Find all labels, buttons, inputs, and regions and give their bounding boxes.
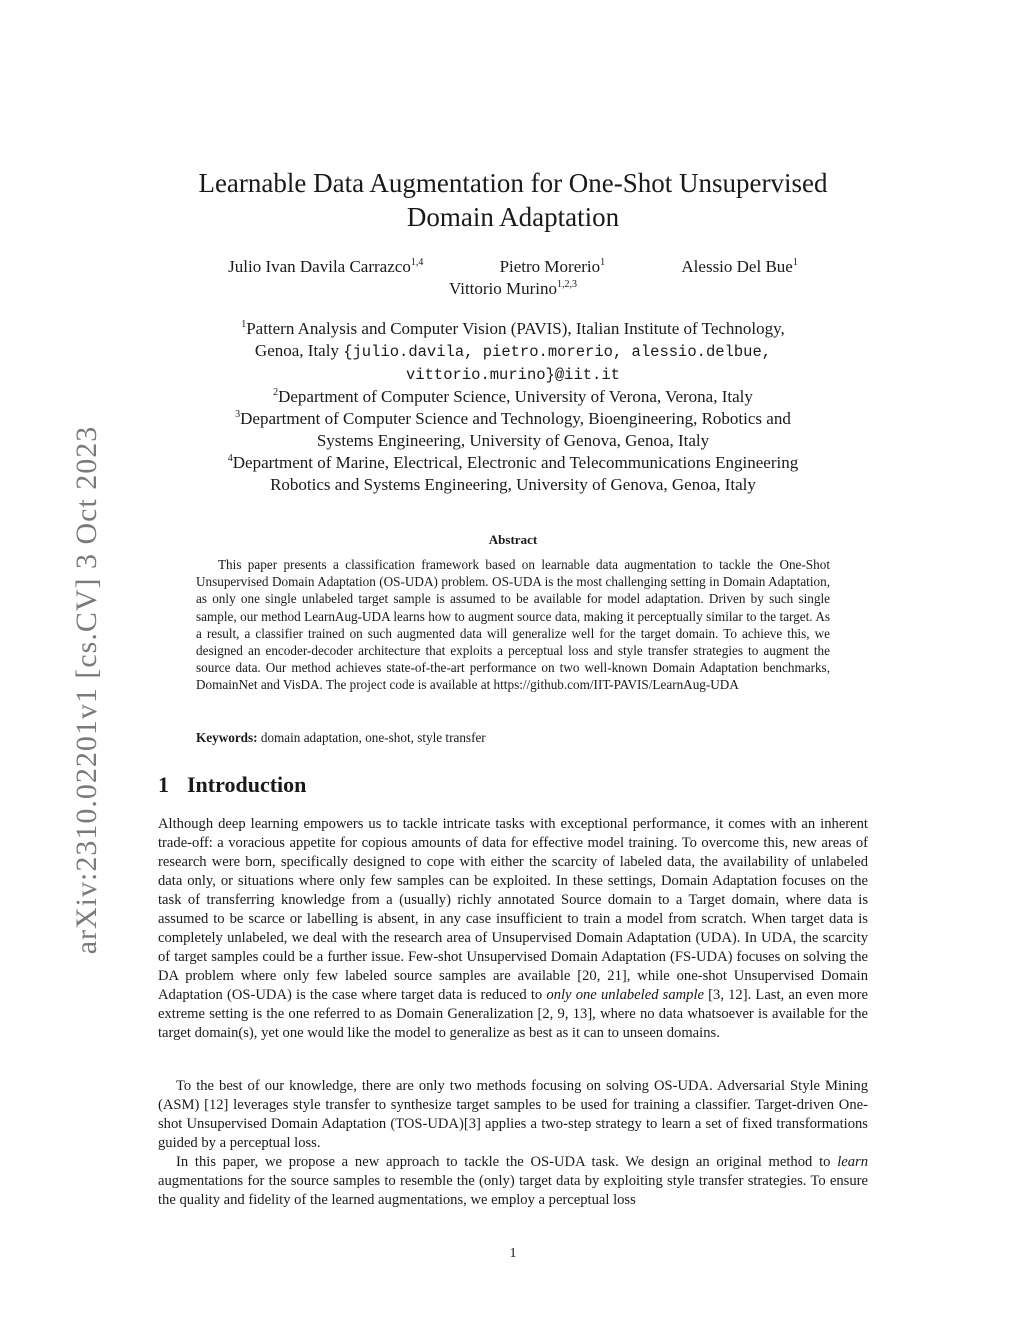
title-line-1: Learnable Data Augmentation for One-Shot Unsupervised xyxy=(198,168,828,198)
keywords-label: Keywords: xyxy=(196,730,258,745)
abstract-heading: Abstract xyxy=(488,532,538,547)
arxiv-identifier-text: arXiv:2310.02201v1 [cs.CV] 3 Oct 2023 xyxy=(70,425,103,955)
emphasis-text: learn xyxy=(837,1154,868,1170)
page-number: 1 xyxy=(509,1246,517,1261)
affiliations: $^1$Pattern Analysis and Computer Vision (PAVIS), Italian Institute of Technology, Genoa, Italy {julio.davila, pietro.morerio, alessio.delbue, vittorio.murino}@iit.it $^2$Department of Computer Science, University of Verona, Verona, Italy $^3$Department of Computer Science and Technology, Bioengineering, Robotics and Systems Engineering, University of Genova, Genoa, Italy $^4$Department of Marine, Electrical, Electronic and Telecommunications Engineering Robotics and Systems Engineering, University of Genova, Genoa, Italy xyxy=(158,318,868,496)
affiliation-3: $^3$Department of Computer Science and Technology, Bioengineering, Robotics and xyxy=(235,409,791,428)
author-2: Pietro Morerio$^1$ xyxy=(499,257,606,276)
emphasis-text: only one unlabeled sample xyxy=(546,987,704,1003)
keywords-text: domain adaptation, one-shot, style transfer xyxy=(260,730,486,745)
section-heading xyxy=(158,772,306,798)
author-list xyxy=(158,256,868,300)
affiliation-4: $^4$Department of Marine, Electrical, Electronic and Telecommunications Engineering xyxy=(227,453,799,472)
author-3: Alessio Del Bue$^1$ xyxy=(681,257,798,276)
intro-paragraph-1: Although deep learning empowers us to tackle intricate tasks with exceptional performance, it comes with an inherent trade-off: a voracious appetite for copious amounts of data for effective model training. To overcome this, new areas of research were born, specifically designed to cope with either the scarcity of labeled data, the availability of unlabeled data only, or situations where only few samples can be exploited. In these settings, Domain Adaptation focuses on the task of transferring knowledge from a (usually) richly annotated Source domain to a Target domain, where data is assumed to be scarce or labelling is absent, in any case insufficient to train a model from scratch. When target data is completely unlabeled, we deal with the research area of Unsupervised Domain Adaptation (UDA). In UDA, the scarcity of target samples could be a further issue. Few-shot Unsupervised Domain Adaptation (FS-UDA) focuses on solving the DA problem where only few labeled source samples are available [20, 21], while one-shot Unsupervised Domain Adaptation (OS-UDA) is the case where target data is reduced to only one unlabeled sample [3, 12]. Last, an even more extreme setting is the one referred to as Domain Generalization [2, 9, 13], where no data whatsoever is available for the target domain(s), yet one would like the model to generalize as best as it can to unseen domains. xyxy=(158,816,868,1041)
intro-paragraph-2: To the best of our knowledge, there are only two methods focusing on solving OS-UDA. Adversarial Style Mining (ASM) [12] leverages style transfer to synthesize target samples to be used for training a classifier. Target-driven One-shot Unsupervised Domain Adaptation (TOS-UDA)[3] applies a two-step strategy to learn a set of fixed transformations guided by a perceptual loss. xyxy=(158,1078,868,1151)
abstract-text: This paper presents a classification framework based on learnable data augmentation to tackle the One-Shot Unsupervised Domain Adaptation (OS-UDA) problem. OS-UDA is the most challenging setting in Domain Adaptation, as only one single unlabeled target sample is assumed to be available for model adaptation. Driven by such single sample, our method LearnAug-UDA learns how to augment source data, making it perceptually similar to the target. As a result, a classifier trained on such augmented data will generalize well for the target domain. To achieve this, we designed an encoder-decoder architecture that exploits a perceptual loss and style transfer strategies to augment the source data. Our method achieves state-of-the-art performance on two well-known Domain Adaptation benchmarks, DomainNet and VisDA. The project code is available at https://github.com/IIT-PAVIS/LearnAug-UDA xyxy=(196,557,830,693)
intro-paragraph-3: In this paper, we propose a new approach to tackle the OS-UDA task. We design an original method to learn augmentations for the source samples to resemble the (only) target data by exploiting style transfer strategies. To ensure the quality and fidelity of the learned augmentations, we employ a perceptual loss xyxy=(158,1154,868,1208)
author-4: Vittorio Murino$^{1,2,3}$ xyxy=(448,279,578,298)
affiliation-1: $^1$Pattern Analysis and Computer Vision (PAVIS), Italian Institute of Technology, xyxy=(241,319,785,338)
keywords xyxy=(196,729,830,746)
title-line-2: Domain Adaptation xyxy=(406,202,620,232)
author-1: Julio Ivan Davila Carrazco$^{1,4}$ xyxy=(228,257,424,276)
author-emails: {julio.davila, pietro.morerio, alessio.delbue, xyxy=(343,343,772,361)
author-emails-2: vittorio.murino}@iit.it xyxy=(406,366,620,384)
section-title: Introduction xyxy=(187,772,307,797)
paper-title xyxy=(158,166,868,234)
affiliation-2: $^2$Department of Computer Science, University of Verona, Verona, Italy xyxy=(273,387,753,406)
arxiv-identifier xyxy=(57,420,117,960)
section-number: 1 xyxy=(158,772,169,797)
